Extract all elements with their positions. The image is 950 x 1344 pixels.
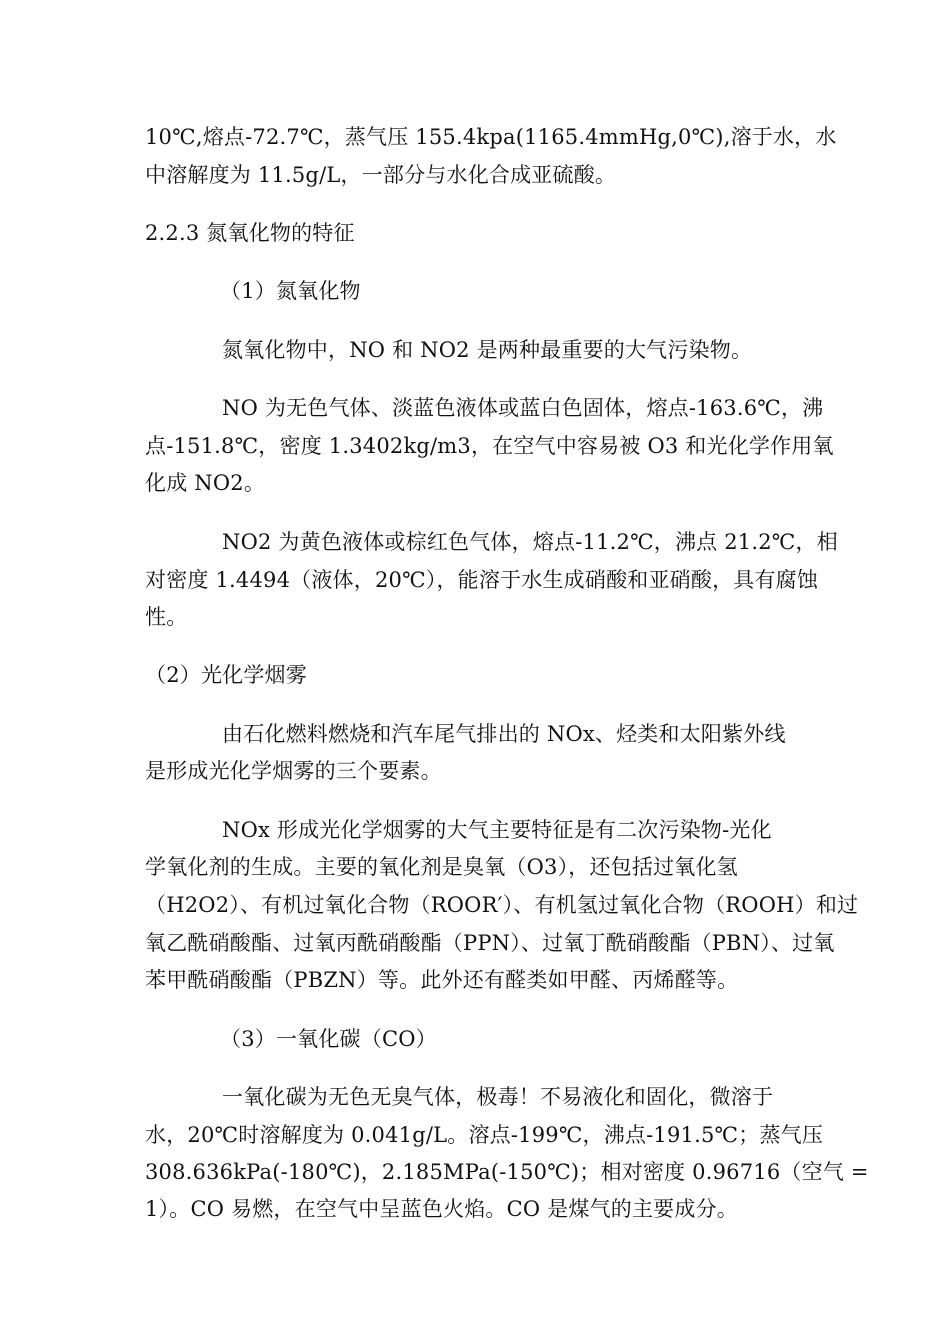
text-line: 性。 <box>145 605 188 629</box>
text-line: NOx 形成光化学烟雾的大气主要特征是有二次污染物-光化 <box>222 818 772 842</box>
text-line: 水，20℃时溶解度为 0.041g/L。溶点-199℃，沸点-191.5℃；蒸气压 <box>145 1123 824 1147</box>
subsection-heading: （3）一氧化碳（CO） <box>220 1027 437 1051</box>
text-line: 由石化燃料燃烧和汽车尾气排出的 NOx、烃类和太阳紫外线 <box>222 722 786 746</box>
subsection-heading: （2）光化学烟雾 <box>145 663 307 687</box>
text-line: 10℃,熔点-72.7℃，蒸气压 155.4kpa(1165.4mmHg,0℃),溶于水，水 <box>145 125 837 149</box>
text-line: （H2O2）、有机过氧化合物（ROOR′）、有机氢过氧化合物（ROOH）和过 <box>145 893 859 917</box>
text-line: NO2 为黄色液体或棕红色气体，熔点-11.2℃，沸点 21.2℃，相 <box>222 530 838 554</box>
text-line: 氧乙酰硝酸酯、过氧丙酰硝酸酯（PPN）、过氧丁酰硝酸酯（PBN）、过氧 <box>145 931 835 955</box>
text-line: 一氧化碳为无色无臭气体，极毒！不易液化和固化，微溶于 <box>222 1085 774 1109</box>
text-line: 化成 NO2。 <box>145 471 266 495</box>
subsection-heading: （1）氮氧化物 <box>220 279 361 303</box>
text-line: 点-151.8℃，密度 1.3402kg/m3，在空气中容易被 O3 和光化学作用氧 <box>145 434 834 458</box>
text-line: 是形成光化学烟雾的三个要素。 <box>145 759 442 783</box>
text-line: 1）。CO 易燃，在空气中呈蓝色火焰。CO 是煤气的主要成分。 <box>145 1197 738 1221</box>
text-line: 苯甲酰硝酸酯（PBZN）等。此外还有醛类如甲醛、丙烯醛等。 <box>145 968 739 992</box>
text-line: 对密度 1.4494（液体，20℃），能溶于水生成硝酸和亚硝酸，具有腐蚀 <box>145 568 819 592</box>
text-line: 氮氧化物中，NO 和 NO2 是两种最重要的大气污染物。 <box>222 338 753 362</box>
section-heading: 2.2.3 氮氧化物的特征 <box>145 221 355 245</box>
text-line: NO 为无色气体、淡蓝色液体或蓝白色固体，熔点-163.6℃，沸 <box>222 396 824 420</box>
text-line: 中溶解度为 11.5g/L，一部分与水化合成亚硫酸。 <box>145 163 617 187</box>
text-line: 308.636kPa(-180℃)，2.185MPa(-150℃)；相对密度 0.96716（空气 = <box>145 1160 869 1184</box>
text-line: 学氧化剂的生成。主要的氧化剂是臭氧（O3），还包括过氧化氢 <box>145 855 738 879</box>
